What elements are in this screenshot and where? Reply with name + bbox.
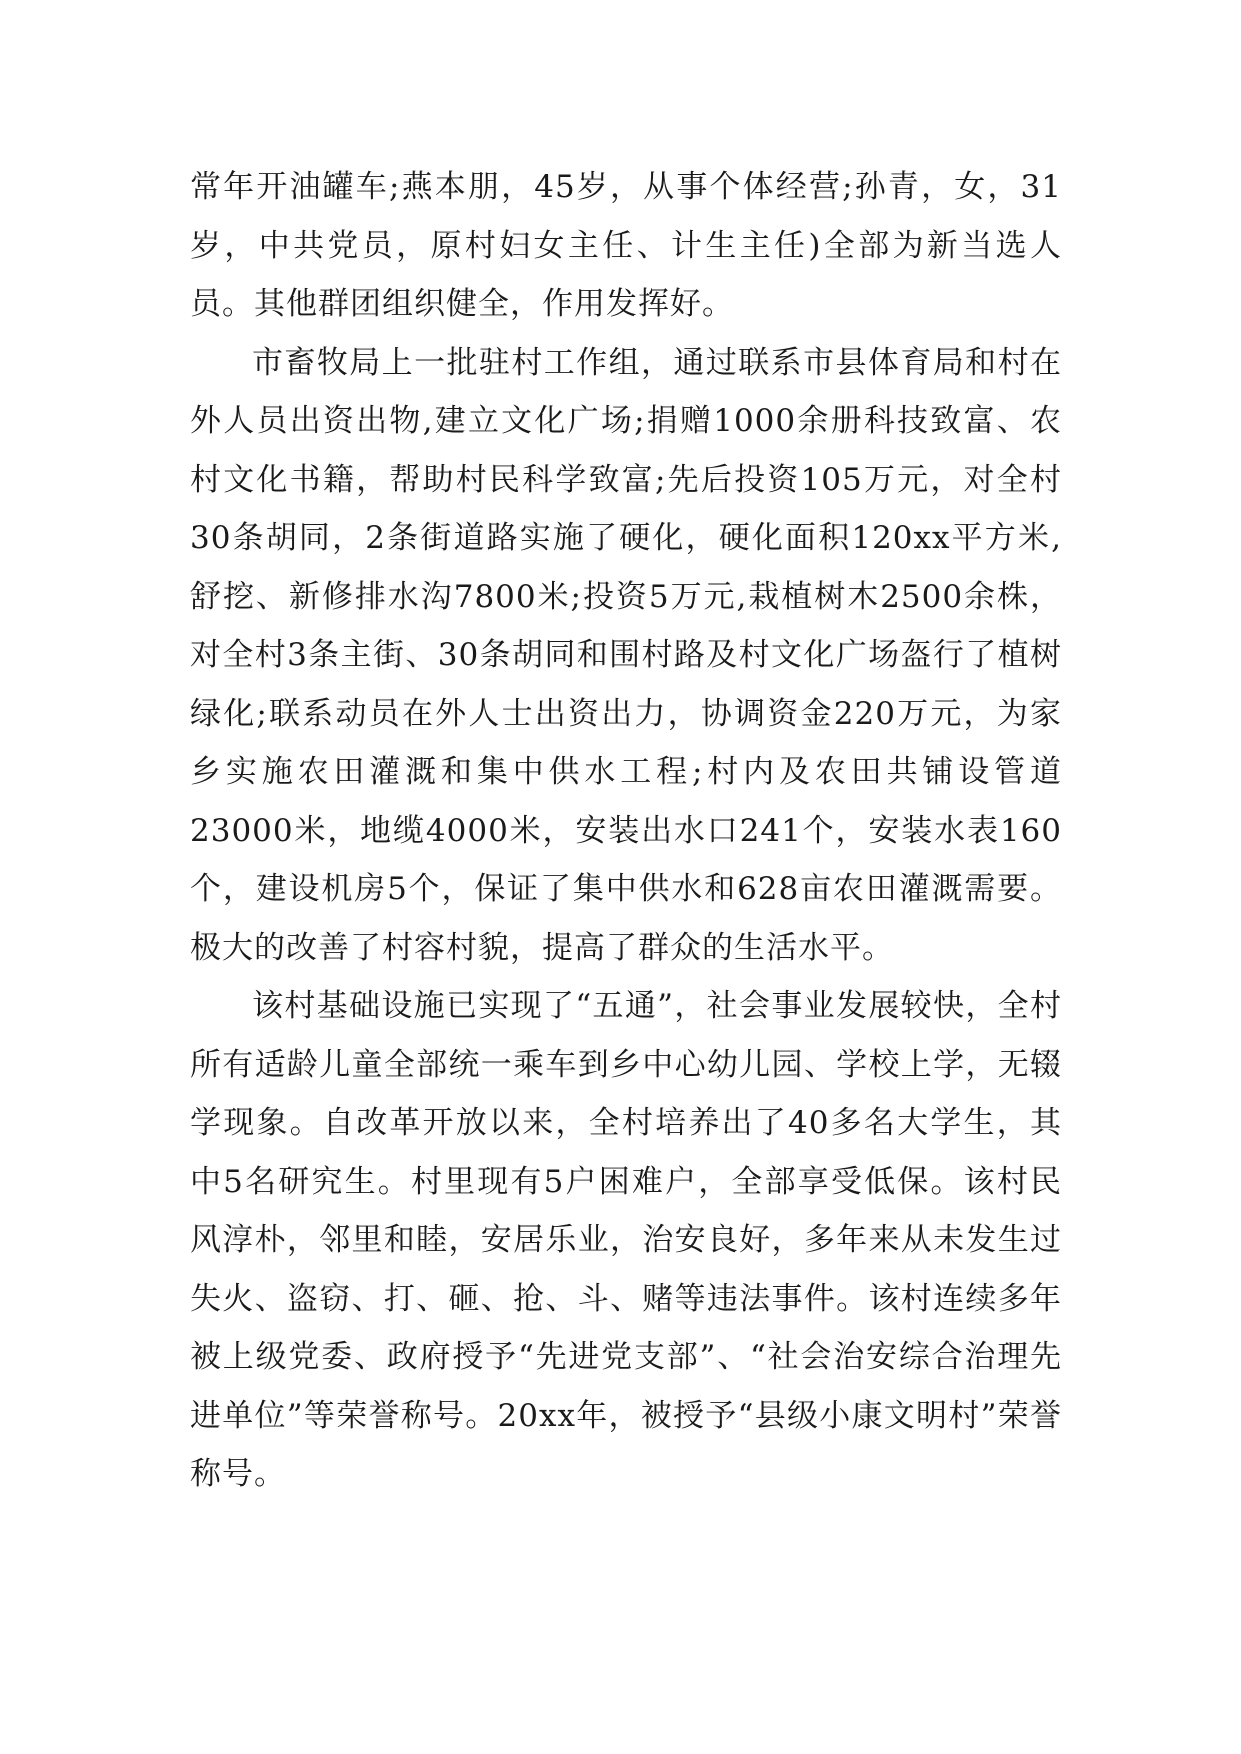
paragraph-work-group: 市畜牧局上一批驻村工作组，通过联系市县体育局和村在外人员出资出物,建立文化广场;捐赠1000余册科技致富、农村文化书籍，帮助村民科学致富;先后投资105万元，对全村30条胡同，2条街道路实施了硬化，硬化面积120xx平方米,舒挖、新修排水沟7800米;投资5万元,栽植树木2500余株，对全村3条主街、30条胡同和围村路及村文化广场盔行了植树绿化;联系动员在外人士出资出力，协调资金220万元，为家乡实施农田灌溉和集中供水工程;村内及农田共铺设管道23000米，地缆4000米，安装出水口241个，安装水表160个，建设机房5个，保证了集中供水和628亩农田灌溉需要。极大的改善了村容村貌，提高了群众的生活水平。 [190,344,1062,966]
paragraph-village-development: 该村基础设施已实现了“五通”，社会事业发展较快，全村所有适龄儿童全部统一乘车到乡中心幼儿园、学校上学，无辍学现象。自改革开放以来，全村培养出了40多名大学生，其中5名研究生。村里现有5户困难户，全部享受低保。该村民风淳朴，邻里和睦，安居乐业，治安良好，多年来从未发生过失火、盗窃、打、砸、抢、斗、赌等违法事件。该村连续多年被上级党委、政府授予“先进党支部”、“社会治安综合治理先进单位”等荣誉称号。20xx年，被授予“县级小康文明村”荣誉称号。 [190,988,1062,1492]
paragraph-continuation: 常年开油罐车;燕本朋，45岁，从事个体经营;孙青，女，31岁，中共党员，原村妇女主任、计生主任)全部为新当选人员。其他群团组织健全，作用发挥好。 [190,169,1062,322]
document-body [190,158,1062,1504]
